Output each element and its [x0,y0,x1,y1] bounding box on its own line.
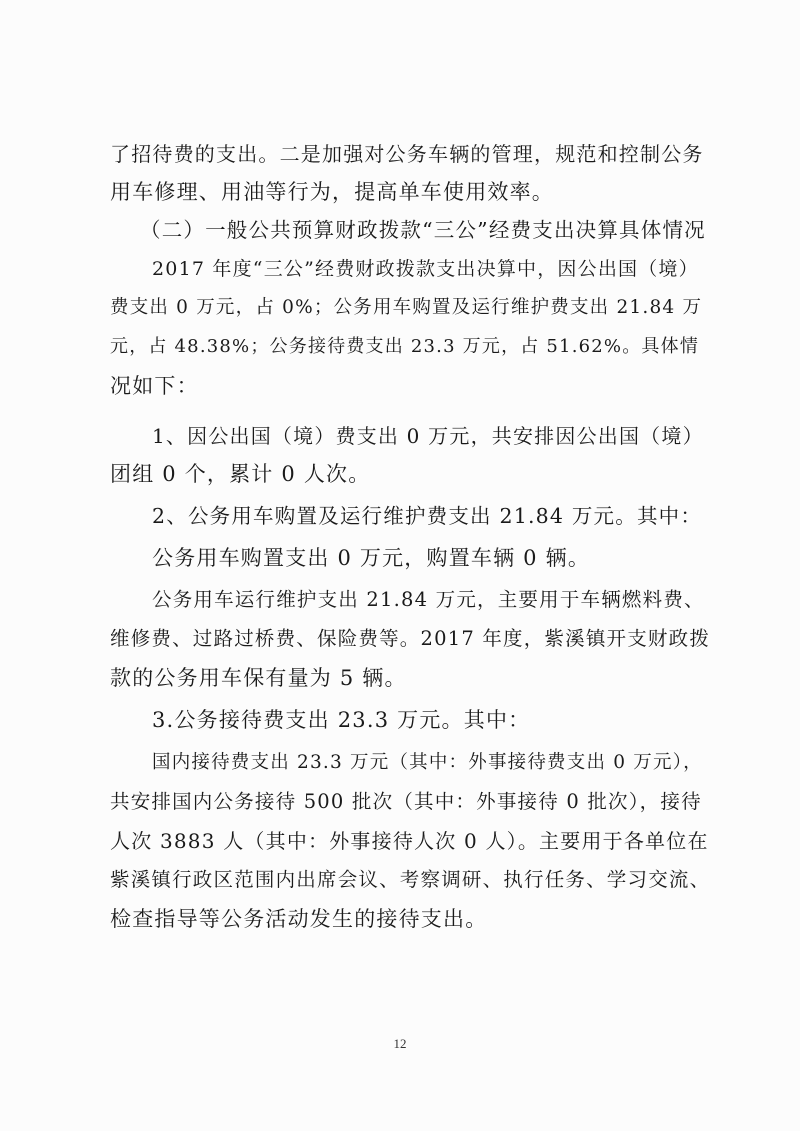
body-text-line: 2017 年度“三公”经费财政拨款支出决算中，因公出国（境） [152,258,699,280]
body-text-line: 2、公务用车购置及运行维护费支出 21.84 万元。其中： [152,504,703,528]
body-text-line: 3.公务接待费支出 23.3 万元。其中： [152,708,531,732]
body-text-line: 团组 0 个，累计 0 人次。 [110,462,371,486]
body-text-line: 国内接待费支出 23.3 万元（其中：外事接待费支出 0 万元）， [152,752,703,773]
body-text-line: 费支出 0 万元，占 0%；公务用车购置及运行维护费支出 21.84 万 [110,297,703,318]
body-text-line: 用车修理、用油等行为，提高单车使用效率。 [110,180,554,204]
body-text-line: 公务用车运行维护支出 21.84 万元，主要用于车辆燃料费、 [152,588,705,611]
body-text-line: 况如下： [110,374,199,398]
body-text-line: 紫溪镇行政区范围内出席会议、考察调研、执行任务、学习交流、 [110,868,711,891]
body-text-line: 款的公务用车保有量为 5 辆。 [110,666,407,690]
body-text-line: 维修费、过路过桥费、保险费等。2017 年度，紫溪镇开支财政拨 [110,627,711,650]
page-number: 12 [393,1036,407,1051]
body-text-line: 了招待费的支出。二是加强对公务车辆的管理，规范和控制公务 [110,142,704,166]
body-text-line: 人次 3883 人（其中：外事接待人次 0 人）。主要用于各单位在 [110,829,709,853]
body-text-line: 1、因公出国（境）费支出 0 万元，共安排因公出国（境） [152,424,704,448]
body-text-line: 共安排国内公务接待 500 批次（其中：外事接待 0 批次），接待 [110,790,702,813]
body-text-line: 公务用车购置支出 0 万元，购置车辆 0 辆。 [152,546,591,570]
section-heading: （二）一般公共预算财政拨款“三公”经费支出决算具体情况 [140,218,706,242]
body-text-line: 检查指导等公务活动发生的接待支出。 [110,907,488,931]
body-text-line: 元，占 48.38%；公务接待费支出 23.3 万元，占 51.62%。具体情 [110,336,700,357]
